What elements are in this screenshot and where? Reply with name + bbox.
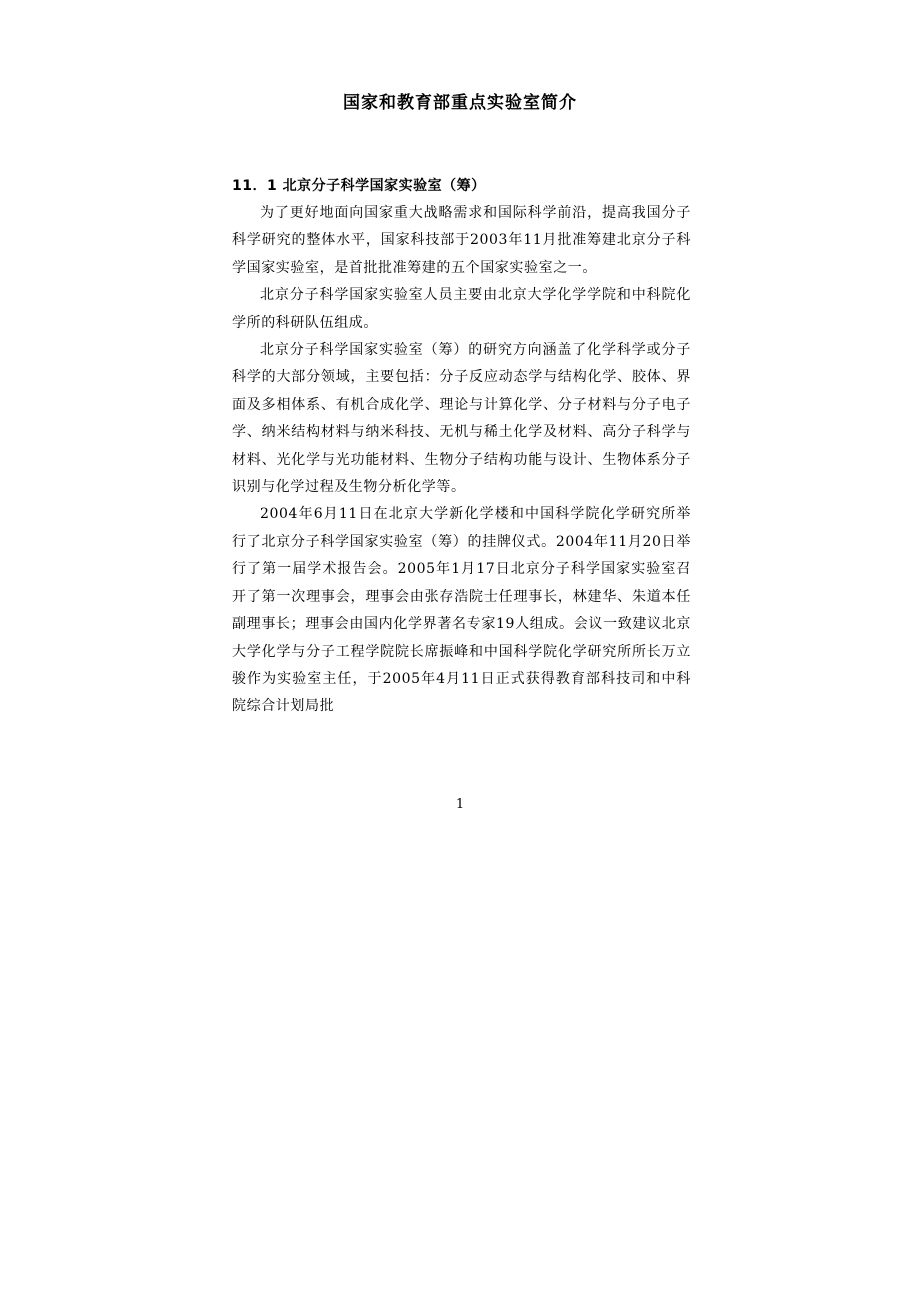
section-heading: 11．1 北京分子科学国家实验室（筹） bbox=[232, 178, 486, 194]
paragraph-research-areas: 北京分子科学国家实验室（筹）的研究方向涵盖了化学科学或分子科学的大部分领域，主要包括：分子反应动态学与结构化学、胶体、界面及多相体系、有机合成化学、理论与计算化学、分子材料与分子电子学、纳米结构材料与纳米科技、无机与稀土化学及材料、高分子科学与材料、光化学与光功能材料、生物分子结构功能与设计、生物体系分子识别与化学过程及生物分析化学等。 bbox=[232, 342, 691, 496]
paragraph-history: 2004年6月11日在北京大学新化学楼和中国科学院化学研究所举行了北京分子科学国家实验室（筹）的挂牌仪式。2004年11月20日举行了第一届学术报告会。2005年1月17日北京分子科学国家实验室召开了第一次理事会，理事会由张存浩院士任理事长，林建华、朱道本任副理事长；理事会由国内化学界著名专家19人组成。会议一致建议北京大学化学与分子工程学院院长席振峰和中国科学院化学研究所所长万立骏作为实验室主任，于2005年4月11日正式获得教育部科技司和中科院综合计划局批 bbox=[232, 506, 691, 715]
paragraph-personnel: 北京分子科学国家实验室人员主要由北京大学化学学院和中科院化学所的科研队伍组成。 bbox=[232, 287, 691, 331]
page-title: 国家和教育部重点实验室简介 bbox=[343, 93, 577, 113]
page-number: 1 bbox=[455, 797, 465, 812]
document-body bbox=[232, 172, 691, 721]
paragraph-intro: 为了更好地面向国家重大战略需求和国际科学前沿，提高我国分子科学研究的整体水平，国家科技部于2003年11月批准筹建北京分子科学国家实验室，是首批批准筹建的五个国家实验室之一。 bbox=[232, 205, 691, 276]
